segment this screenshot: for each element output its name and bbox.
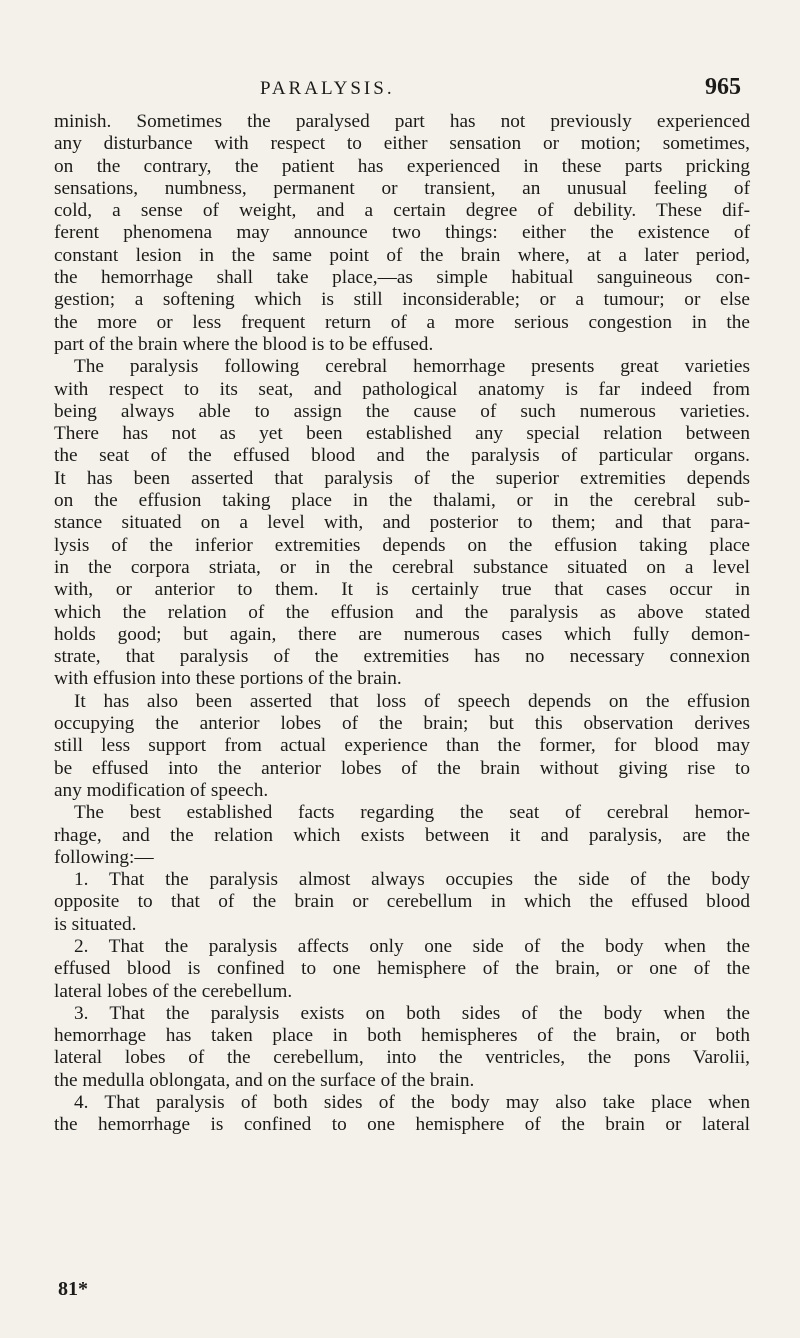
text-line: occupying the anterior lobes of the brain; but this observation derives [54,713,750,735]
text-line: being always able to assign the cause of such numerous varieties. [54,400,750,422]
text-line: cold, a sense of weight, and a certain degree of debility. These dif- [54,200,750,222]
text-line: constant lesion in the same point of the brain where, at a later period, [54,244,750,266]
paragraph [54,1003,750,1092]
text-line: minish. Sometimes the paralysed part has not previously experienced [54,111,750,132]
text-line: hemorrhage has taken place in both hemispheres of the brain, or both [54,1025,750,1047]
running-head [0,74,800,108]
paragraph [54,356,750,690]
text-line: with effusion into these portions of the brain. [54,668,402,690]
text-line: ferent phenomena may announce two things: either the existence of [54,222,750,244]
text-line: in the corpora striata, or in the cerebral substance situated on a level [54,556,750,578]
text-line: gestion; a softening which is still inconsiderable; or a tumour; or else [54,289,750,311]
text-line: It has also been asserted that loss of speech depends on the effusion [74,690,750,712]
text-line: opposite to that of the brain or cerebellum in which the effused blood [54,891,750,913]
text-line: the medulla oblongata, and on the surface of the brain. [54,1069,475,1091]
text-line: the hemorrhage shall take place,—as simple habitual sanguineous con- [54,267,750,289]
text-line: rhage, and the relation which exists between it and paralysis, are the [54,824,750,846]
paragraph [54,1092,750,1137]
text-line: the hemorrhage is confined to one hemisphere of the brain or lateral [54,1114,750,1136]
running-title: PARALYSIS. [260,78,395,99]
text-line: the seat of the effused blood and the paralysis of particular organs. [54,445,750,467]
text-line: holds good; but again, there are numerous cases which fully demon- [54,623,750,645]
text-line: 3. That the paralysis exists on both sides of the body when the [74,1002,750,1024]
text-line: sensations, numbness, permanent or transient, an unusual feeling of [54,177,750,199]
text-line: lateral lobes of the cerebellum, into the ventricles, the pons Varolii, [54,1047,750,1069]
text-line: lateral lobes of the cerebellum. [54,980,293,1002]
text-line: 1. That the paralysis almost always occupies the side of the body [74,869,750,891]
paragraph [54,111,750,356]
text-line: be effused into the anterior lobes of the brain without giving rise to [54,757,750,779]
text-line: The best established facts regarding the seat of cerebral hemor- [74,802,750,824]
text-line: on the effusion taking place in the thalami, or in the cerebral sub- [54,490,750,512]
text-line: any disturbance with respect to either sensation or motion; sometimes, [54,133,750,155]
text-line: stance situated on a level with, and posterior to them; and that para- [54,512,750,534]
text-line: any modification of speech. [54,779,269,801]
text-line: on the contrary, the patient has experienced in these parts pricking [54,155,750,177]
page-number: 965 [705,74,741,100]
text-line: 2. That the paralysis affects only one side of the body when the [74,935,750,957]
text-line: part of the brain where the blood is to be effused. [54,333,434,355]
paragraph [54,691,750,802]
text-line: It has been asserted that paralysis of the superior extremities depends [54,467,750,489]
text-line: The paralysis following cerebral hemorrhage presents great varieties [74,356,750,378]
text-line: following:— [54,846,154,868]
text-line: 4. That paralysis of both sides of the body may also take place when [74,1092,750,1114]
text-line: with respect to its seat, and pathological anatomy is far indeed from [54,378,750,400]
text-line: strate, that paralysis of the extremities has no necessary connexion [54,646,750,668]
paragraph [54,869,750,936]
text-line: which the relation of the effusion and the paralysis as above stated [54,601,750,623]
text-line: lysis of the inferior extremities depends on the effusion taking place [54,534,750,556]
body-text [54,111,750,1137]
text-line: still less support from actual experience than the former, for blood may [54,735,750,757]
text-line: with, or anterior to them. It is certainly true that cases occur in [54,579,750,601]
paragraph [54,802,750,869]
text-line: is situated. [54,913,137,935]
paragraph [54,936,750,1003]
signature-mark: 81* [58,1278,88,1300]
text-line: the more or less frequent return of a more serious congestion in the [54,311,750,333]
text-line: There has not as yet been established any special relation between [54,423,750,445]
text-line: effused blood is confined to one hemisphere of the brain, or one of the [54,958,750,980]
